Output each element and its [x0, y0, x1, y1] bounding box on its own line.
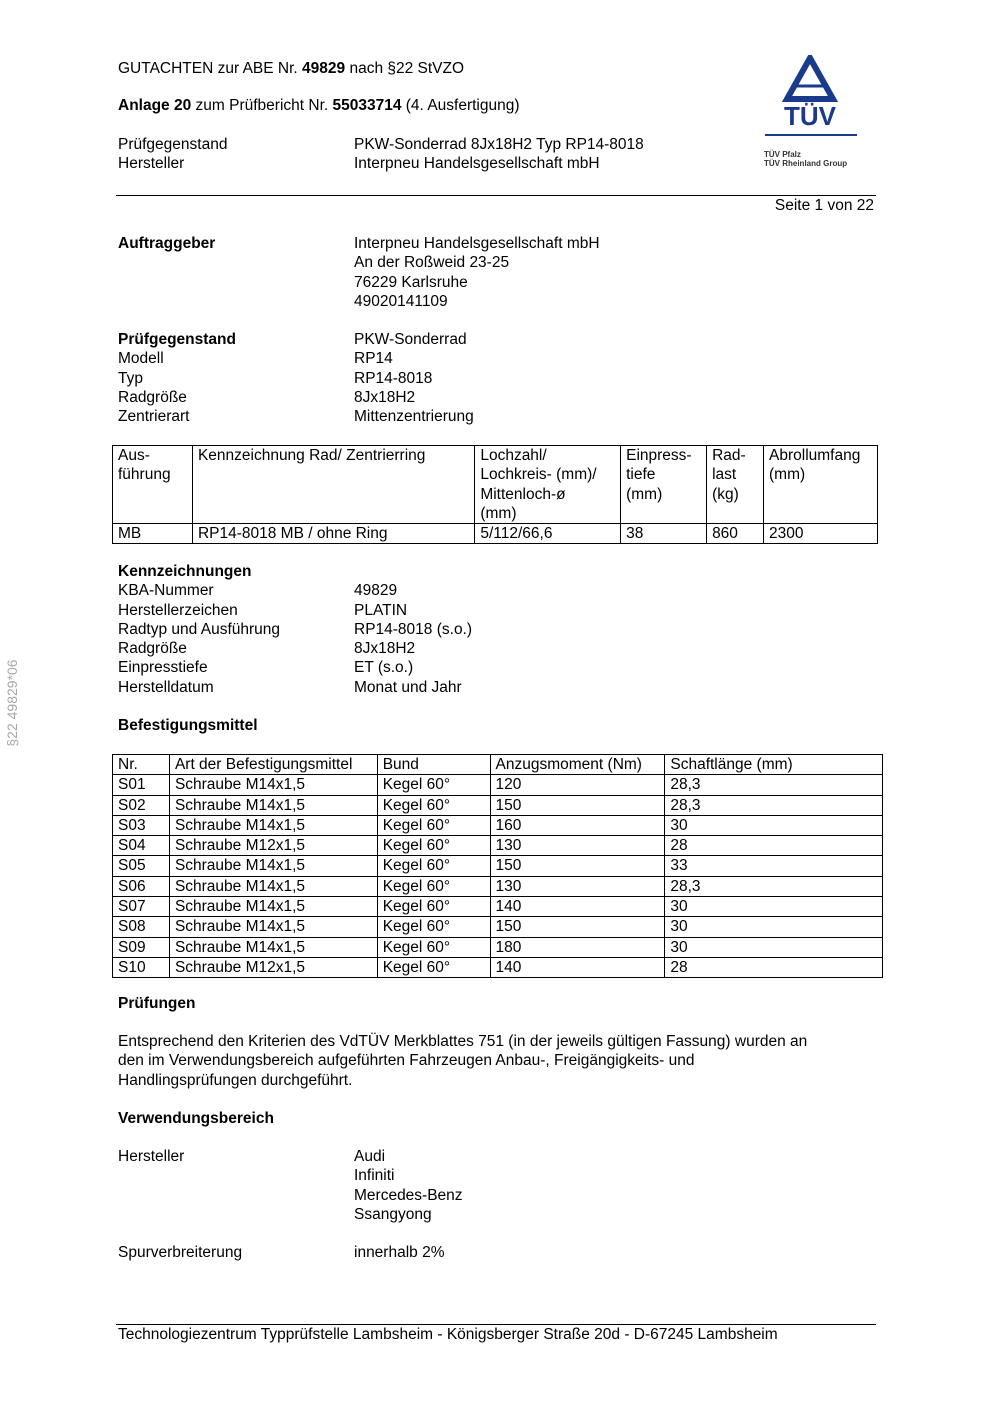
header-line: (mm)	[769, 466, 806, 484]
footer-text: Technologiezentrum Typprüfstelle Lambsheim - Königsberger Straße 20d - D-67245 Lambsheim	[118, 1326, 778, 1343]
wheel-table	[112, 445, 878, 544]
header-cell: Nr.	[113, 755, 170, 775]
header-line: Rad-	[712, 447, 746, 464]
pruefgegenstand-values	[354, 330, 474, 426]
kz-value: 49829	[354, 582, 398, 600]
befestigung-table	[112, 754, 883, 978]
header-cell: Schaftlänge (mm)	[665, 755, 883, 775]
table-cell: 860	[707, 524, 764, 544]
abe-number: 49829	[302, 60, 346, 77]
section-title: Prüfungen	[118, 995, 196, 1012]
table-cell: Schraube M14x1,5	[169, 856, 377, 876]
table-cell: S04	[113, 836, 170, 856]
table-cell: Schraube M14x1,5	[169, 937, 377, 957]
auftraggeber-address	[354, 234, 600, 311]
pg-label: Zentrierart	[118, 408, 190, 426]
table-cell: 120	[490, 775, 665, 795]
table-cell: S02	[113, 795, 170, 815]
table-cell: Kegel 60°	[377, 815, 490, 835]
header-line: Lochkreis- (mm)/	[480, 466, 597, 484]
table-cell: Schraube M14x1,5	[169, 897, 377, 917]
pg-label: Modell	[118, 350, 164, 368]
table-cell: 130	[490, 836, 665, 856]
address-line: Interpneu Handelsgesellschaft mbH	[354, 235, 600, 252]
table-cell: 140	[490, 897, 665, 917]
pg-value: RP14	[354, 350, 393, 368]
list-item: Infiniti	[354, 1167, 395, 1185]
header-line: führung	[118, 466, 171, 484]
address-line: 76229 Karlsruhe	[354, 273, 468, 291]
kz-value: 8Jx18H2	[354, 640, 416, 658]
header-hersteller-label: Hersteller	[118, 155, 185, 172]
table-cell: Kegel 60°	[377, 917, 490, 937]
table-cell: MB	[113, 524, 193, 544]
header-pg-label: Prüfgegenstand	[118, 136, 228, 153]
kz-label: Radtyp und Ausführung	[118, 620, 281, 638]
table-cell: Kegel 60°	[377, 897, 490, 917]
table-cell: 30	[665, 917, 883, 937]
pruefgegenstand-labels	[118, 330, 236, 426]
header-line: Mittenloch-ø	[480, 485, 566, 503]
section-title: Kennzeichnungen	[118, 563, 252, 580]
header-cell	[621, 446, 707, 524]
header-cell: Art der Befestigungsmittel	[169, 755, 377, 775]
pg-label: Radgröße	[118, 388, 187, 406]
table-cell: Schraube M14x1,5	[169, 775, 377, 795]
table-row	[113, 876, 883, 896]
header-line: (kg)	[712, 485, 739, 503]
header-hersteller-value: Interpneu Handelsgesellschaft mbH	[354, 155, 600, 172]
kz-value: RP14-8018 (s.o.)	[354, 620, 473, 638]
header-title-line	[118, 59, 464, 78]
kz-label: Einpresstiefe	[118, 659, 208, 677]
address-line: An der Roßweid 23-25	[354, 254, 510, 272]
logo-sub1: TÜV Pfalz	[764, 150, 801, 159]
table-cell: 38	[621, 524, 707, 544]
table-cell: 130	[490, 876, 665, 896]
table-cell: 30	[665, 937, 883, 957]
kz-value: Monat und Jahr	[354, 678, 462, 696]
header-line: Abrollumfang	[769, 447, 861, 464]
table-cell: 160	[490, 815, 665, 835]
header-cell: Bund	[377, 755, 490, 775]
table-cell: Kegel 60°	[377, 937, 490, 957]
header-line: tiefe	[626, 466, 656, 484]
table-cell: 5/112/66,6	[475, 524, 621, 544]
header-cell	[113, 446, 193, 524]
table-cell: S10	[113, 957, 170, 977]
logo-word: TÜV	[784, 101, 836, 131]
auftraggeber-label: Auftraggeber	[118, 235, 216, 252]
list-item: Audi	[354, 1148, 386, 1165]
table-cell: Kegel 60°	[377, 775, 490, 795]
table-cell: Schraube M14x1,5	[169, 795, 377, 815]
table-cell: Kegel 60°	[377, 957, 490, 977]
paragraph-line: Entsprechend den Kriterien des VdTÜV Merkblattes 751 (in der jeweils gültigen Fassung) wurden an	[118, 1033, 808, 1050]
address-line: 49020141109	[354, 292, 448, 310]
spur-label: Spurverbreiterung	[118, 1244, 243, 1261]
header-pg-value: PKW-Sonderrad 8Jx18H2 Typ RP14-8018	[354, 136, 644, 153]
table-cell: Schraube M12x1,5	[169, 957, 377, 977]
table-cell: 150	[490, 795, 665, 815]
side-stamp-text: §22 49829*06	[4, 658, 20, 747]
kz-label: KBA-Nummer	[118, 582, 214, 600]
kz-label: Herstellerzeichen	[118, 601, 238, 619]
section-title: Befestigungsmittel	[118, 717, 258, 734]
kz-value: ET (s.o.)	[354, 659, 414, 677]
pg-value: Mittenzentrierung	[354, 408, 474, 426]
table-cell: Kegel 60°	[377, 876, 490, 896]
anlage-line	[118, 96, 520, 115]
spur-value: innerhalb 2%	[354, 1244, 445, 1261]
header-line: (mm)	[626, 485, 663, 503]
table-cell: 140	[490, 957, 665, 977]
table-cell: S07	[113, 897, 170, 917]
pg-value: 8Jx18H2	[354, 388, 416, 406]
kz-value: PLATIN	[354, 601, 408, 619]
table-cell: 2300	[764, 524, 878, 544]
table-cell: 28	[665, 836, 883, 856]
table-cell: 150	[490, 917, 665, 937]
table-cell: 30	[665, 897, 883, 917]
list-item: Mercedes-Benz	[354, 1186, 463, 1204]
logo-rule	[765, 134, 857, 136]
table-row	[113, 836, 883, 856]
header-cell	[764, 446, 878, 524]
table-cell: 28	[665, 957, 883, 977]
paragraph-line: den im Verwendungsbereich aufgeführten Fahrzeugen Anbau-, Freigängigkeits- und	[118, 1052, 695, 1070]
table-cell: Kegel 60°	[377, 836, 490, 856]
table-row	[113, 795, 883, 815]
table-cell: 30	[665, 815, 883, 835]
table-row	[113, 957, 883, 977]
header-text: nach §22 StVZO	[345, 60, 465, 77]
kennzeichnungen-values	[354, 581, 472, 697]
table-cell: S06	[113, 876, 170, 896]
table-cell: 28,3	[665, 876, 883, 896]
table-cell: Schraube M14x1,5	[169, 876, 377, 896]
table-cell: Schraube M14x1,5	[169, 917, 377, 937]
vb-hersteller-label: Hersteller	[118, 1148, 185, 1165]
table-cell: Schraube M12x1,5	[169, 836, 377, 856]
pg-value: RP14-8018	[354, 369, 433, 387]
pg-label: Typ	[118, 369, 143, 387]
table-row	[113, 775, 883, 795]
table-row	[113, 897, 883, 917]
table-cell: S05	[113, 856, 170, 876]
header-text: GUTACHTEN zur ABE Nr.	[118, 60, 303, 77]
header-cell: Anzugsmoment (Nm)	[490, 755, 665, 775]
header-line: (mm)	[480, 504, 517, 522]
table-cell: 180	[490, 937, 665, 957]
table-row	[113, 856, 883, 876]
table-row	[113, 524, 878, 544]
table-cell: 150	[490, 856, 665, 876]
header-cell	[475, 446, 621, 524]
table-cell: 28,3	[665, 775, 883, 795]
header-text: zum Prüfbericht Nr.	[191, 97, 333, 114]
anlage-label: Anlage 20	[118, 97, 192, 114]
table-cell: S08	[113, 917, 170, 937]
list-item: Ssangyong	[354, 1205, 432, 1223]
pruefungen-text	[118, 1032, 807, 1090]
table-row	[113, 917, 883, 937]
table-cell: 33	[665, 856, 883, 876]
table-row	[113, 815, 883, 835]
header-line: last	[712, 466, 737, 484]
table-row	[113, 937, 883, 957]
header-cell	[707, 446, 764, 524]
kennzeichnungen-labels	[118, 562, 280, 697]
paragraph-line: Handlingsprüfungen durchgeführt.	[118, 1071, 353, 1089]
section-title: Verwendungsbereich	[118, 1110, 274, 1127]
table-header-row	[113, 755, 883, 775]
header-line: Aus-	[118, 447, 150, 464]
header-line: Lochzahl/	[480, 447, 547, 464]
table-cell: Kegel 60°	[377, 856, 490, 876]
table-header-row	[113, 446, 878, 524]
report-number: 55033714	[332, 97, 402, 114]
header-divider	[116, 195, 876, 196]
tuev-logo	[762, 55, 862, 175]
side-stamp	[2, 645, 22, 760]
page-number: Seite 1 von 22	[774, 197, 874, 214]
kz-label: Radgröße	[118, 640, 187, 658]
kz-label: Herstelldatum	[118, 678, 214, 696]
table-cell: S03	[113, 815, 170, 835]
vb-hersteller-list	[354, 1147, 463, 1224]
header-line: Einpress-	[626, 447, 692, 464]
tuev-triangle-icon	[762, 55, 858, 103]
header-text: (4. Ausfertigung)	[401, 97, 520, 114]
table-cell: S01	[113, 775, 170, 795]
table-cell: Kegel 60°	[377, 795, 490, 815]
pg-value: PKW-Sonderrad	[354, 331, 467, 348]
header-cell	[192, 446, 474, 524]
pg-label: Prüfgegenstand	[118, 331, 236, 348]
table-cell: Schraube M14x1,5	[169, 815, 377, 835]
table-cell: S09	[113, 937, 170, 957]
table-cell: 28,3	[665, 795, 883, 815]
table-cell: RP14-8018 MB / ohne Ring	[192, 524, 474, 544]
logo-sub2: TÜV Rheinland Group	[764, 159, 848, 168]
header-line: Kennzeichnung Rad/ Zentrierring	[197, 447, 426, 464]
